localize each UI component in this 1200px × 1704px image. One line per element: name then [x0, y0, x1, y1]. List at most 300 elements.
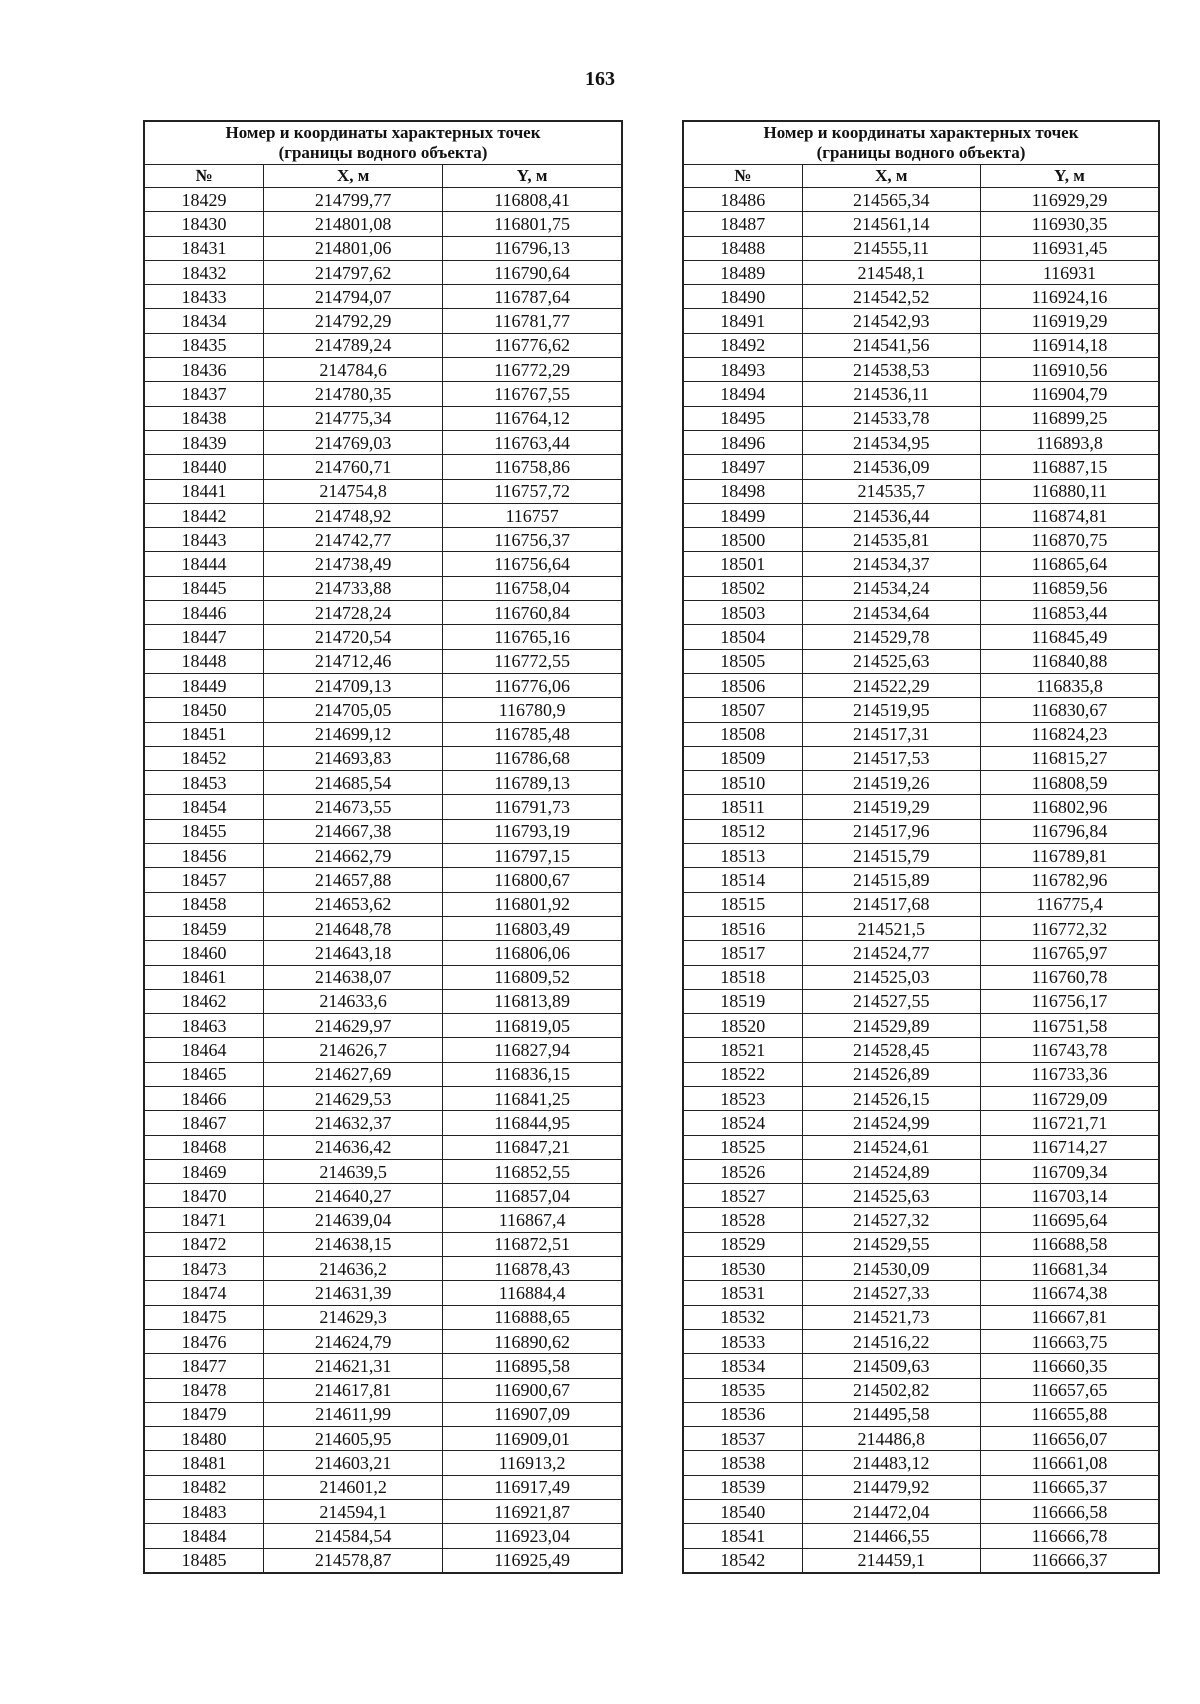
x-coordinate-cell: 214536,09	[802, 455, 981, 479]
table-row	[683, 795, 1159, 819]
point-number-cell: 18482	[144, 1475, 264, 1499]
x-coordinate-cell: 214643,18	[264, 941, 443, 965]
table-row	[144, 1184, 622, 1208]
table-body	[683, 188, 1159, 1573]
table-row	[144, 503, 622, 527]
y-coordinate-cell: 116767,55	[443, 382, 622, 406]
y-coordinate-cell: 116666,37	[981, 1548, 1160, 1573]
point-number-cell: 18536	[683, 1402, 802, 1426]
point-number-cell: 18493	[683, 358, 802, 382]
y-coordinate-cell: 116865,64	[981, 552, 1160, 576]
page-number: 163	[585, 68, 615, 90]
x-coordinate-cell: 214624,79	[264, 1329, 443, 1353]
column-header-number: №	[683, 165, 802, 188]
point-number-cell: 18497	[683, 455, 802, 479]
y-coordinate-cell: 116765,16	[443, 625, 622, 649]
point-number-cell: 18436	[144, 358, 264, 382]
point-number-cell: 18479	[144, 1402, 264, 1426]
point-number-cell: 18514	[683, 868, 802, 892]
y-coordinate-cell: 116765,97	[981, 941, 1160, 965]
x-coordinate-cell: 214594,1	[264, 1500, 443, 1524]
x-coordinate-cell: 214533,78	[802, 406, 981, 430]
x-coordinate-cell: 214629,97	[264, 1014, 443, 1038]
point-number-cell: 18442	[144, 503, 264, 527]
y-coordinate-cell: 116884,4	[443, 1281, 622, 1305]
x-coordinate-cell: 214760,71	[264, 455, 443, 479]
point-number-cell: 18528	[683, 1208, 802, 1232]
y-coordinate-cell: 116757,72	[443, 479, 622, 503]
point-number-cell: 18487	[683, 212, 802, 236]
y-coordinate-cell: 116919,29	[981, 309, 1160, 333]
point-number-cell: 18434	[144, 309, 264, 333]
x-coordinate-cell: 214565,34	[802, 188, 981, 212]
table-row	[144, 722, 622, 746]
x-coordinate-cell: 214636,2	[264, 1257, 443, 1281]
x-coordinate-cell: 214748,92	[264, 503, 443, 527]
y-coordinate-cell: 116665,37	[981, 1475, 1160, 1499]
y-coordinate-cell: 116924,16	[981, 285, 1160, 309]
point-number-cell: 18464	[144, 1038, 264, 1062]
table-row	[683, 1378, 1159, 1402]
x-coordinate-cell: 214638,15	[264, 1232, 443, 1256]
point-number-cell: 18530	[683, 1257, 802, 1281]
point-number-cell: 18522	[683, 1062, 802, 1086]
y-coordinate-cell: 116721,71	[981, 1111, 1160, 1135]
point-number-cell: 18539	[683, 1475, 802, 1499]
table-row	[683, 1111, 1159, 1135]
y-coordinate-cell: 116841,25	[443, 1086, 622, 1110]
table-row	[683, 455, 1159, 479]
point-number-cell: 18520	[683, 1014, 802, 1038]
point-number-cell: 18510	[683, 771, 802, 795]
x-coordinate-cell: 214775,34	[264, 406, 443, 430]
y-coordinate-cell: 116763,44	[443, 430, 622, 454]
table-row	[144, 552, 622, 576]
point-number-cell: 18468	[144, 1135, 264, 1159]
point-number-cell: 18435	[144, 333, 264, 357]
point-number-cell: 18431	[144, 236, 264, 260]
x-coordinate-cell: 214522,29	[802, 673, 981, 697]
y-coordinate-cell: 116931,45	[981, 236, 1160, 260]
x-coordinate-cell: 214685,54	[264, 771, 443, 795]
y-coordinate-cell: 116887,15	[981, 455, 1160, 479]
y-coordinate-cell: 116790,64	[443, 260, 622, 284]
point-number-cell: 18463	[144, 1014, 264, 1038]
y-coordinate-cell: 116756,64	[443, 552, 622, 576]
table-caption	[144, 121, 622, 165]
y-coordinate-cell: 116921,87	[443, 1500, 622, 1524]
table-row	[144, 1208, 622, 1232]
y-coordinate-cell: 116787,64	[443, 285, 622, 309]
column-header-number: №	[144, 165, 264, 188]
y-coordinate-cell: 116772,32	[981, 916, 1160, 940]
y-coordinate-cell: 116758,04	[443, 576, 622, 600]
point-number-cell: 18460	[144, 941, 264, 965]
table-row	[144, 455, 622, 479]
table-row	[144, 868, 622, 892]
table-caption	[683, 121, 1159, 165]
x-coordinate-cell: 214519,26	[802, 771, 981, 795]
point-number-cell: 18445	[144, 576, 264, 600]
point-number-cell: 18531	[683, 1281, 802, 1305]
x-coordinate-cell: 214780,35	[264, 382, 443, 406]
y-coordinate-cell: 116907,09	[443, 1402, 622, 1426]
table-row	[144, 844, 622, 868]
x-coordinate-cell: 214534,37	[802, 552, 981, 576]
y-coordinate-cell: 116756,17	[981, 989, 1160, 1013]
y-coordinate-cell: 116789,13	[443, 771, 622, 795]
y-coordinate-cell: 116917,49	[443, 1475, 622, 1499]
x-coordinate-cell: 214603,21	[264, 1451, 443, 1475]
y-coordinate-cell: 116803,49	[443, 916, 622, 940]
y-coordinate-cell: 116760,78	[981, 965, 1160, 989]
table-caption-line2: (границы водного объекта)	[278, 143, 488, 162]
y-coordinate-cell: 116914,18	[981, 333, 1160, 357]
point-number-cell: 18466	[144, 1086, 264, 1110]
point-number-cell: 18473	[144, 1257, 264, 1281]
column-header-x: X, м	[802, 165, 981, 188]
point-number-cell: 18484	[144, 1524, 264, 1548]
y-coordinate-cell: 116890,62	[443, 1329, 622, 1353]
table-row	[683, 649, 1159, 673]
table-row	[144, 1281, 622, 1305]
x-coordinate-cell: 214517,96	[802, 819, 981, 843]
y-coordinate-cell: 116796,13	[443, 236, 622, 260]
y-coordinate-cell: 116800,67	[443, 868, 622, 892]
point-number-cell: 18500	[683, 528, 802, 552]
table-row	[144, 1135, 622, 1159]
table-row	[683, 698, 1159, 722]
x-coordinate-cell: 214797,62	[264, 260, 443, 284]
x-coordinate-cell: 214712,46	[264, 649, 443, 673]
y-coordinate-cell: 116910,56	[981, 358, 1160, 382]
point-number-cell: 18447	[144, 625, 264, 649]
x-coordinate-cell: 214578,87	[264, 1548, 443, 1573]
table-row	[144, 649, 622, 673]
table-row	[144, 333, 622, 357]
table-row	[144, 1402, 622, 1426]
y-coordinate-cell: 116776,62	[443, 333, 622, 357]
point-number-cell: 18534	[683, 1354, 802, 1378]
x-coordinate-cell: 214699,12	[264, 722, 443, 746]
x-coordinate-cell: 214479,92	[802, 1475, 981, 1499]
coordinates-table-left	[143, 120, 623, 1574]
x-coordinate-cell: 214535,81	[802, 528, 981, 552]
y-coordinate-cell: 116808,59	[981, 771, 1160, 795]
x-coordinate-cell: 214605,95	[264, 1427, 443, 1451]
y-coordinate-cell: 116809,52	[443, 965, 622, 989]
x-coordinate-cell: 214653,62	[264, 892, 443, 916]
x-coordinate-cell: 214538,53	[802, 358, 981, 382]
table-row	[683, 382, 1159, 406]
point-number-cell: 18532	[683, 1305, 802, 1329]
table-row	[683, 528, 1159, 552]
x-coordinate-cell: 214521,73	[802, 1305, 981, 1329]
y-coordinate-cell: 116806,06	[443, 941, 622, 965]
x-coordinate-cell: 214633,6	[264, 989, 443, 1013]
table-row	[144, 236, 622, 260]
point-number-cell: 18489	[683, 260, 802, 284]
point-number-cell: 18540	[683, 1500, 802, 1524]
table-row	[144, 1524, 622, 1548]
x-coordinate-cell: 214519,95	[802, 698, 981, 722]
y-coordinate-cell: 116797,15	[443, 844, 622, 868]
y-coordinate-cell: 116751,58	[981, 1014, 1160, 1038]
y-coordinate-cell: 116674,38	[981, 1281, 1160, 1305]
table-row	[683, 673, 1159, 697]
y-coordinate-cell: 116930,35	[981, 212, 1160, 236]
x-coordinate-cell: 214673,55	[264, 795, 443, 819]
table-row	[683, 844, 1159, 868]
x-coordinate-cell: 214524,77	[802, 941, 981, 965]
y-coordinate-cell: 116756,37	[443, 528, 622, 552]
x-coordinate-cell: 214720,54	[264, 625, 443, 649]
x-coordinate-cell: 214534,64	[802, 601, 981, 625]
table-row	[144, 941, 622, 965]
y-coordinate-cell: 116656,07	[981, 1427, 1160, 1451]
y-coordinate-cell: 116780,9	[443, 698, 622, 722]
table-row	[144, 1062, 622, 1086]
point-number-cell: 18449	[144, 673, 264, 697]
x-coordinate-cell: 214601,2	[264, 1475, 443, 1499]
x-coordinate-cell: 214529,78	[802, 625, 981, 649]
point-number-cell: 18475	[144, 1305, 264, 1329]
y-coordinate-cell: 116661,08	[981, 1451, 1160, 1475]
table-row	[144, 601, 622, 625]
table-row	[683, 1184, 1159, 1208]
point-number-cell: 18529	[683, 1232, 802, 1256]
table-row	[144, 309, 622, 333]
x-coordinate-cell: 214509,63	[802, 1354, 981, 1378]
x-coordinate-cell: 214525,63	[802, 1184, 981, 1208]
point-number-cell: 18516	[683, 916, 802, 940]
point-number-cell: 18480	[144, 1427, 264, 1451]
table-row	[144, 358, 622, 382]
y-coordinate-cell: 116888,65	[443, 1305, 622, 1329]
table-row	[683, 625, 1159, 649]
y-coordinate-cell: 116758,86	[443, 455, 622, 479]
y-coordinate-cell: 116695,64	[981, 1208, 1160, 1232]
table-row	[683, 285, 1159, 309]
table-row	[144, 188, 622, 212]
point-number-cell: 18457	[144, 868, 264, 892]
table-row	[683, 916, 1159, 940]
table-row	[683, 406, 1159, 430]
y-coordinate-cell: 116791,73	[443, 795, 622, 819]
table-row	[683, 576, 1159, 600]
table-row	[144, 892, 622, 916]
table-row	[683, 430, 1159, 454]
point-number-cell: 18456	[144, 844, 264, 868]
y-coordinate-cell: 116760,84	[443, 601, 622, 625]
x-coordinate-cell: 214525,63	[802, 649, 981, 673]
y-coordinate-cell: 116714,27	[981, 1135, 1160, 1159]
table-row	[683, 1305, 1159, 1329]
point-number-cell: 18521	[683, 1038, 802, 1062]
x-coordinate-cell: 214541,56	[802, 333, 981, 357]
y-coordinate-cell: 116789,81	[981, 844, 1160, 868]
point-number-cell: 18467	[144, 1111, 264, 1135]
point-number-cell: 18501	[683, 552, 802, 576]
x-coordinate-cell: 214792,29	[264, 309, 443, 333]
x-coordinate-cell: 214524,61	[802, 1135, 981, 1159]
table-row	[683, 1038, 1159, 1062]
table-row	[144, 1257, 622, 1281]
point-number-cell: 18507	[683, 698, 802, 722]
table-row	[683, 1208, 1159, 1232]
point-number-cell: 18455	[144, 819, 264, 843]
point-number-cell: 18440	[144, 455, 264, 479]
point-number-cell: 18488	[683, 236, 802, 260]
y-coordinate-cell: 116895,58	[443, 1354, 622, 1378]
x-coordinate-cell: 214517,53	[802, 746, 981, 770]
x-coordinate-cell: 214524,89	[802, 1159, 981, 1183]
y-coordinate-cell: 116793,19	[443, 819, 622, 843]
point-number-cell: 18494	[683, 382, 802, 406]
y-coordinate-cell: 116929,29	[981, 188, 1160, 212]
x-coordinate-cell: 214528,45	[802, 1038, 981, 1062]
point-number-cell: 18454	[144, 795, 264, 819]
point-number-cell: 18517	[683, 941, 802, 965]
table-row	[144, 212, 622, 236]
y-coordinate-cell: 116785,48	[443, 722, 622, 746]
point-number-cell: 18526	[683, 1159, 802, 1183]
x-coordinate-cell: 214662,79	[264, 844, 443, 868]
x-coordinate-cell: 214705,05	[264, 698, 443, 722]
y-coordinate-cell: 116815,27	[981, 746, 1160, 770]
x-coordinate-cell: 214530,09	[802, 1257, 981, 1281]
point-number-cell: 18495	[683, 406, 802, 430]
x-coordinate-cell: 214519,29	[802, 795, 981, 819]
point-number-cell: 18496	[683, 430, 802, 454]
x-coordinate-cell: 214472,04	[802, 1500, 981, 1524]
table-row	[144, 528, 622, 552]
point-number-cell: 18512	[683, 819, 802, 843]
point-number-cell: 18481	[144, 1451, 264, 1475]
table-row	[683, 1402, 1159, 1426]
x-coordinate-cell: 214502,82	[802, 1378, 981, 1402]
y-coordinate-cell: 116681,34	[981, 1257, 1160, 1281]
point-number-cell: 18490	[683, 285, 802, 309]
table-row	[144, 1451, 622, 1475]
x-coordinate-cell: 214629,3	[264, 1305, 443, 1329]
x-coordinate-cell: 214515,89	[802, 868, 981, 892]
point-number-cell: 18476	[144, 1329, 264, 1353]
point-number-cell: 18535	[683, 1378, 802, 1402]
table-row	[144, 746, 622, 770]
x-coordinate-cell: 214794,07	[264, 285, 443, 309]
y-coordinate-cell: 116764,12	[443, 406, 622, 430]
column-header-x: X, м	[264, 165, 443, 188]
point-number-cell: 18502	[683, 576, 802, 600]
point-number-cell: 18508	[683, 722, 802, 746]
x-coordinate-cell: 214639,04	[264, 1208, 443, 1232]
table-row	[144, 625, 622, 649]
table-row	[683, 868, 1159, 892]
table-row	[683, 771, 1159, 795]
point-number-cell: 18443	[144, 528, 264, 552]
y-coordinate-cell: 116870,75	[981, 528, 1160, 552]
table-row	[683, 552, 1159, 576]
x-coordinate-cell: 214584,54	[264, 1524, 443, 1548]
table-row	[144, 1427, 622, 1451]
table-row	[683, 1329, 1159, 1353]
table-row	[683, 1524, 1159, 1548]
x-coordinate-cell: 214754,8	[264, 479, 443, 503]
x-coordinate-cell: 214486,8	[802, 1427, 981, 1451]
point-number-cell: 18459	[144, 916, 264, 940]
table-row	[683, 1257, 1159, 1281]
y-coordinate-cell: 116913,2	[443, 1451, 622, 1475]
table-row	[683, 1159, 1159, 1183]
point-number-cell: 18541	[683, 1524, 802, 1548]
y-coordinate-cell: 116874,81	[981, 503, 1160, 527]
point-number-cell: 18441	[144, 479, 264, 503]
x-coordinate-cell: 214626,7	[264, 1038, 443, 1062]
y-coordinate-cell: 116781,77	[443, 309, 622, 333]
x-coordinate-cell: 214524,99	[802, 1111, 981, 1135]
table-row	[144, 795, 622, 819]
point-number-cell: 18509	[683, 746, 802, 770]
x-coordinate-cell: 214769,03	[264, 430, 443, 454]
y-coordinate-cell: 116660,35	[981, 1354, 1160, 1378]
table-row	[144, 1014, 622, 1038]
table-row	[144, 1329, 622, 1353]
point-number-cell: 18492	[683, 333, 802, 357]
y-coordinate-cell: 116904,79	[981, 382, 1160, 406]
point-number-cell: 18542	[683, 1548, 802, 1573]
point-number-cell: 18453	[144, 771, 264, 795]
point-number-cell: 18461	[144, 965, 264, 989]
table-row	[683, 819, 1159, 843]
table-row	[683, 1500, 1159, 1524]
table-row	[683, 1548, 1159, 1573]
x-coordinate-cell: 214648,78	[264, 916, 443, 940]
x-coordinate-cell: 214495,58	[802, 1402, 981, 1426]
y-coordinate-cell: 116733,36	[981, 1062, 1160, 1086]
point-number-cell: 18439	[144, 430, 264, 454]
table-row	[683, 1086, 1159, 1110]
y-coordinate-cell: 116857,04	[443, 1184, 622, 1208]
point-number-cell: 18452	[144, 746, 264, 770]
table-row	[144, 382, 622, 406]
x-coordinate-cell: 214627,69	[264, 1062, 443, 1086]
y-coordinate-cell: 116802,96	[981, 795, 1160, 819]
point-number-cell: 18538	[683, 1451, 802, 1475]
x-coordinate-cell: 214639,5	[264, 1159, 443, 1183]
x-coordinate-cell: 214529,55	[802, 1232, 981, 1256]
point-number-cell: 18478	[144, 1378, 264, 1402]
table-row	[683, 188, 1159, 212]
y-coordinate-cell: 116845,49	[981, 625, 1160, 649]
y-coordinate-cell: 116824,23	[981, 722, 1160, 746]
x-coordinate-cell: 214527,32	[802, 1208, 981, 1232]
point-number-cell: 18462	[144, 989, 264, 1013]
point-number-cell: 18469	[144, 1159, 264, 1183]
x-coordinate-cell: 214631,39	[264, 1281, 443, 1305]
point-number-cell: 18505	[683, 649, 802, 673]
table-row	[144, 406, 622, 430]
y-coordinate-cell: 116703,14	[981, 1184, 1160, 1208]
point-number-cell: 18451	[144, 722, 264, 746]
table-row	[683, 1475, 1159, 1499]
x-coordinate-cell: 214742,77	[264, 528, 443, 552]
table-row	[144, 430, 622, 454]
point-number-cell: 18444	[144, 552, 264, 576]
y-coordinate-cell: 116931	[981, 260, 1160, 284]
x-coordinate-cell: 214526,15	[802, 1086, 981, 1110]
point-number-cell: 18450	[144, 698, 264, 722]
